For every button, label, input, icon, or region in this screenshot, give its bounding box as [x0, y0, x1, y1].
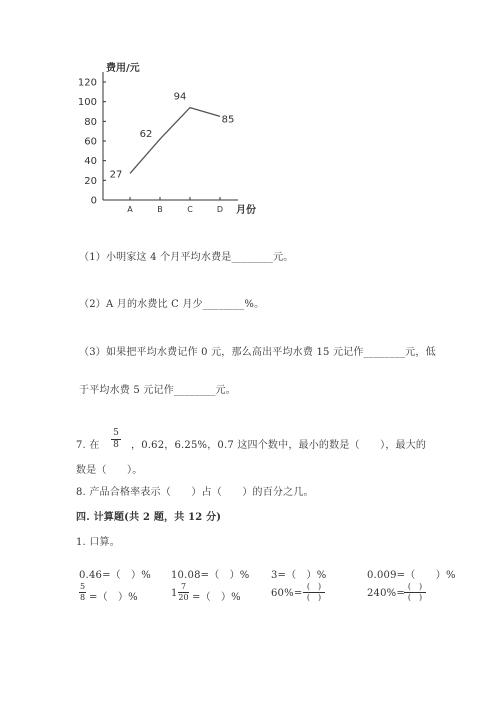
data-label: 94 [173, 91, 187, 103]
calc-r1c3: 3=（ ）% [271, 570, 327, 581]
section-4-subtitle: 1. 口算。 [76, 537, 120, 548]
calc-r2c4-fraction [404, 583, 426, 602]
y-tick-label: 120 [77, 77, 97, 89]
question-3-line1: （3）如果把平均水费记作 0 元，那么高出平均水费 15 元记作________元，低 [79, 347, 436, 358]
fraction-numerator: 5 [113, 428, 119, 438]
question-8: 8. 产品合格率表示（ ）占（ ）的百分之几。 [76, 487, 314, 498]
x-tick-label: D [216, 205, 224, 214]
data-label: 62 [139, 129, 153, 141]
chart-axes [103, 72, 238, 200]
calc-r2c4-prefix: 240%= [367, 588, 405, 599]
calc-r1c4: 0.009=（ ）% [367, 570, 456, 581]
calc-r2c1-fraction [79, 583, 86, 602]
fraction-denominator: 8 [113, 440, 119, 450]
y-tick-label: 0 [90, 195, 97, 207]
y-tick-label: 40 [84, 156, 97, 168]
question-7-text: ，0.62，6.25%，0.7 这四个数中，最小的数是（ ），最大的 [131, 440, 427, 451]
question-1: （1）小明家这 4 个月平均水费是________元。 [79, 252, 294, 263]
calc-r2c2-whole: 1 [171, 588, 178, 599]
fraction-denominator: 8 [79, 593, 86, 602]
calc-r2c3-fraction [303, 583, 325, 602]
calc-r1c2: 10.08=（ ）% [171, 570, 250, 581]
fraction-denominator: 20 [178, 593, 189, 602]
calc-r2c1-rest: =（ ）% [89, 592, 138, 603]
data-label: 27 [109, 169, 123, 181]
question-7-fraction [111, 429, 121, 450]
fraction-numerator: 5 [79, 582, 86, 591]
calc-r2c2-fraction [178, 583, 189, 602]
fraction-numerator: ( ) [407, 582, 423, 591]
calc-r2c2-rest: =（ ）% [192, 592, 241, 603]
question-2: （2）A 月的水费比 C 月少________%。 [79, 299, 265, 310]
fraction-denominator: ( ) [407, 593, 423, 602]
section-4-title: 四. 计算题(共 2 题，共 12 分) [76, 512, 222, 523]
calc-r2c3-prefix: 60%= [271, 588, 303, 599]
x-tick-label: B [157, 205, 163, 214]
fraction-numerator: 7 [180, 582, 187, 591]
water-fee-line-chart [70, 58, 270, 223]
x-tick-label: A [127, 205, 133, 214]
question-7-line2: 数是（ ）。 [76, 465, 143, 476]
y-tick-label: 60 [84, 136, 97, 148]
y-tick-label: 100 [77, 97, 97, 109]
chart-data-labels [110, 92, 235, 181]
chart-y-axis-label: 费用/元 [106, 63, 140, 74]
chart-x-axis-label: 月份 [236, 205, 256, 216]
chart-series [130, 108, 220, 174]
question-3-line2: 于平均水费 5 元记作________元。 [79, 385, 236, 396]
data-label: 85 [221, 114, 235, 126]
question-7-prefix: 7. 在 [76, 440, 100, 451]
fraction-numerator: ( ) [306, 582, 322, 591]
series-line [130, 108, 220, 174]
y-tick-label: 80 [84, 116, 97, 128]
fraction-denominator: ( ) [306, 593, 322, 602]
x-tick-label: C [187, 205, 193, 214]
y-tick-label: 20 [84, 175, 97, 187]
chart-y-ticks [78, 78, 106, 207]
calc-r1c1: 0.46=（ ）% [79, 570, 151, 581]
